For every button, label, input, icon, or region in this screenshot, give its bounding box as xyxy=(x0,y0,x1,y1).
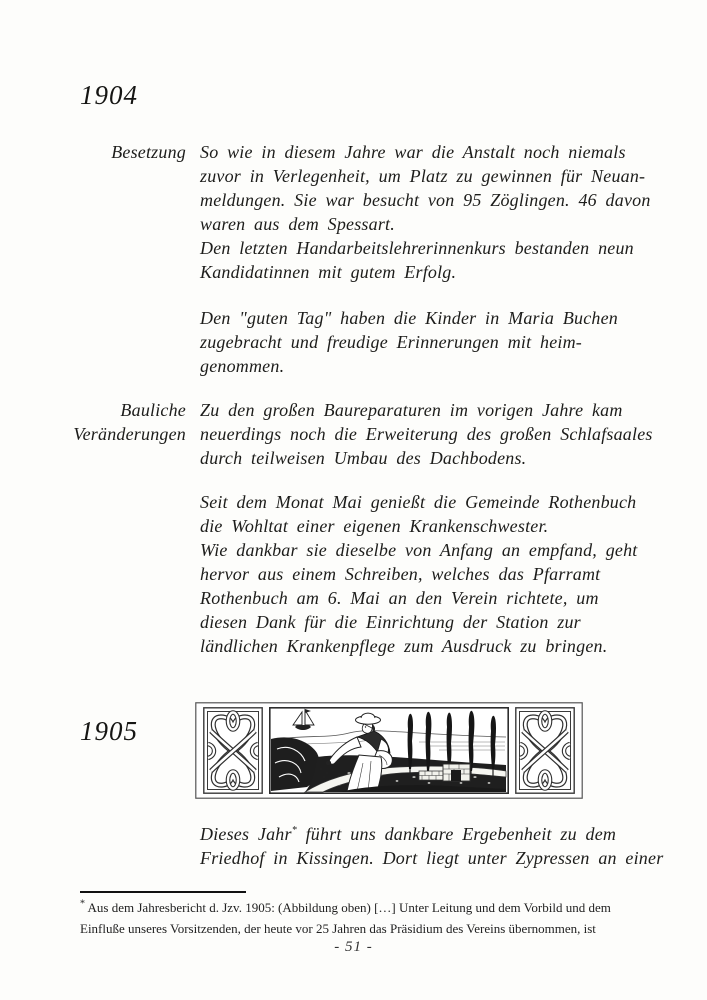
text-line: Seit dem Monat Mai genießt die Gemeinde Rothenbuch xyxy=(200,492,637,512)
intro-post: führt uns dankbare Ergebenheit zu dem xyxy=(305,824,617,844)
decorative-banner xyxy=(195,702,583,799)
text-line: waren aus dem Spessart. xyxy=(200,214,395,234)
margin-label-bauliche-veraenderungen xyxy=(0,398,186,446)
text-line: durch teilweisen Umbau des Dachbodens. xyxy=(200,448,527,468)
footnote-marker: * xyxy=(80,898,85,910)
footnote-marker-ref: * xyxy=(291,825,297,836)
text-line: genommen. xyxy=(200,356,285,376)
year-heading-1904: 1904 xyxy=(80,80,138,110)
text-line: Friedhof in Kissingen. Dort liegt unter Zypressen an einer xyxy=(200,848,664,868)
text-line: diesen Dank für die Einrichtung der Station zur xyxy=(200,612,581,632)
paragraph-krankenschwester xyxy=(200,490,660,658)
margin-label-line: Bauliche xyxy=(120,400,186,420)
page-number: - 51 - xyxy=(334,939,373,955)
text-line: die Wohltat einer eigenen Krankenschwester. xyxy=(200,516,549,536)
footnote-rule xyxy=(80,891,246,893)
paragraph-guten-tag xyxy=(200,306,660,378)
text-line: meldungen. Sie war besucht von 95 Zöglingen. 46 davon xyxy=(200,190,651,210)
text-line: Den "guten Tag" haben die Kinder in Maria Buchen xyxy=(200,308,619,328)
paragraph-baureparaturen xyxy=(200,398,660,470)
celtic-knot-left-icon xyxy=(204,708,262,793)
footnote xyxy=(80,897,680,939)
text-line: Den letzten Handarbeitslehrerinnenkurs bestanden neun xyxy=(200,238,634,258)
celtic-knot-right-icon xyxy=(516,708,574,793)
footnote-line xyxy=(80,897,680,918)
text-line: Rothenbuch am 6. Mai an den Verein richtete, um xyxy=(200,588,599,608)
text-line: Wie dankbar sie dieselbe von Anfang an empfand, geht xyxy=(200,540,638,560)
footnote-text: Aus dem Jahresbericht d. Jzv. 1905: (Abbildung oben) […] Unter Leitung und dem Vorbild und dem xyxy=(87,900,611,915)
sower-scene-illustration xyxy=(270,708,508,793)
text-line xyxy=(200,822,660,846)
footnote-line: Einfluße unseres Vorsitzenden, der heute vor 25 Jahren das Präsidium des Vereins übernommen, ist xyxy=(80,921,596,936)
banner-illustration xyxy=(195,702,583,799)
margin-label-besetzung xyxy=(0,140,186,164)
text-line: Kandidatinnen mit gutem Erfolg. xyxy=(200,262,457,282)
text-line: Zu den großen Baureparaturen im vorigen Jahre kam xyxy=(200,400,623,420)
text-line: So wie in diesem Jahre war die Anstalt noch niemals xyxy=(200,142,626,162)
text-line: zuvor in Verlegenheit, um Platz zu gewinnen für Neuan- xyxy=(200,166,646,186)
paragraph-besetzung xyxy=(200,140,660,284)
text-line: zugebracht und freudige Erinnerungen mit heim- xyxy=(200,332,582,352)
paragraph-kissingen xyxy=(200,822,664,870)
text-line: ländlichen Krankenpflege zum Ausdruck zu bringen. xyxy=(200,636,608,656)
text-line: hervor aus einem Schreiben, welches das Pfarramt xyxy=(200,564,601,584)
text-line: neuerdings noch die Erweiterung des großen Schlafsaales xyxy=(200,424,653,444)
year-heading-1905: 1905 xyxy=(80,716,138,746)
intro-pre: Dieses Jahr xyxy=(200,824,292,844)
margin-label-line: Veränderungen xyxy=(73,424,186,444)
margin-label-line: Besetzung xyxy=(111,142,186,162)
